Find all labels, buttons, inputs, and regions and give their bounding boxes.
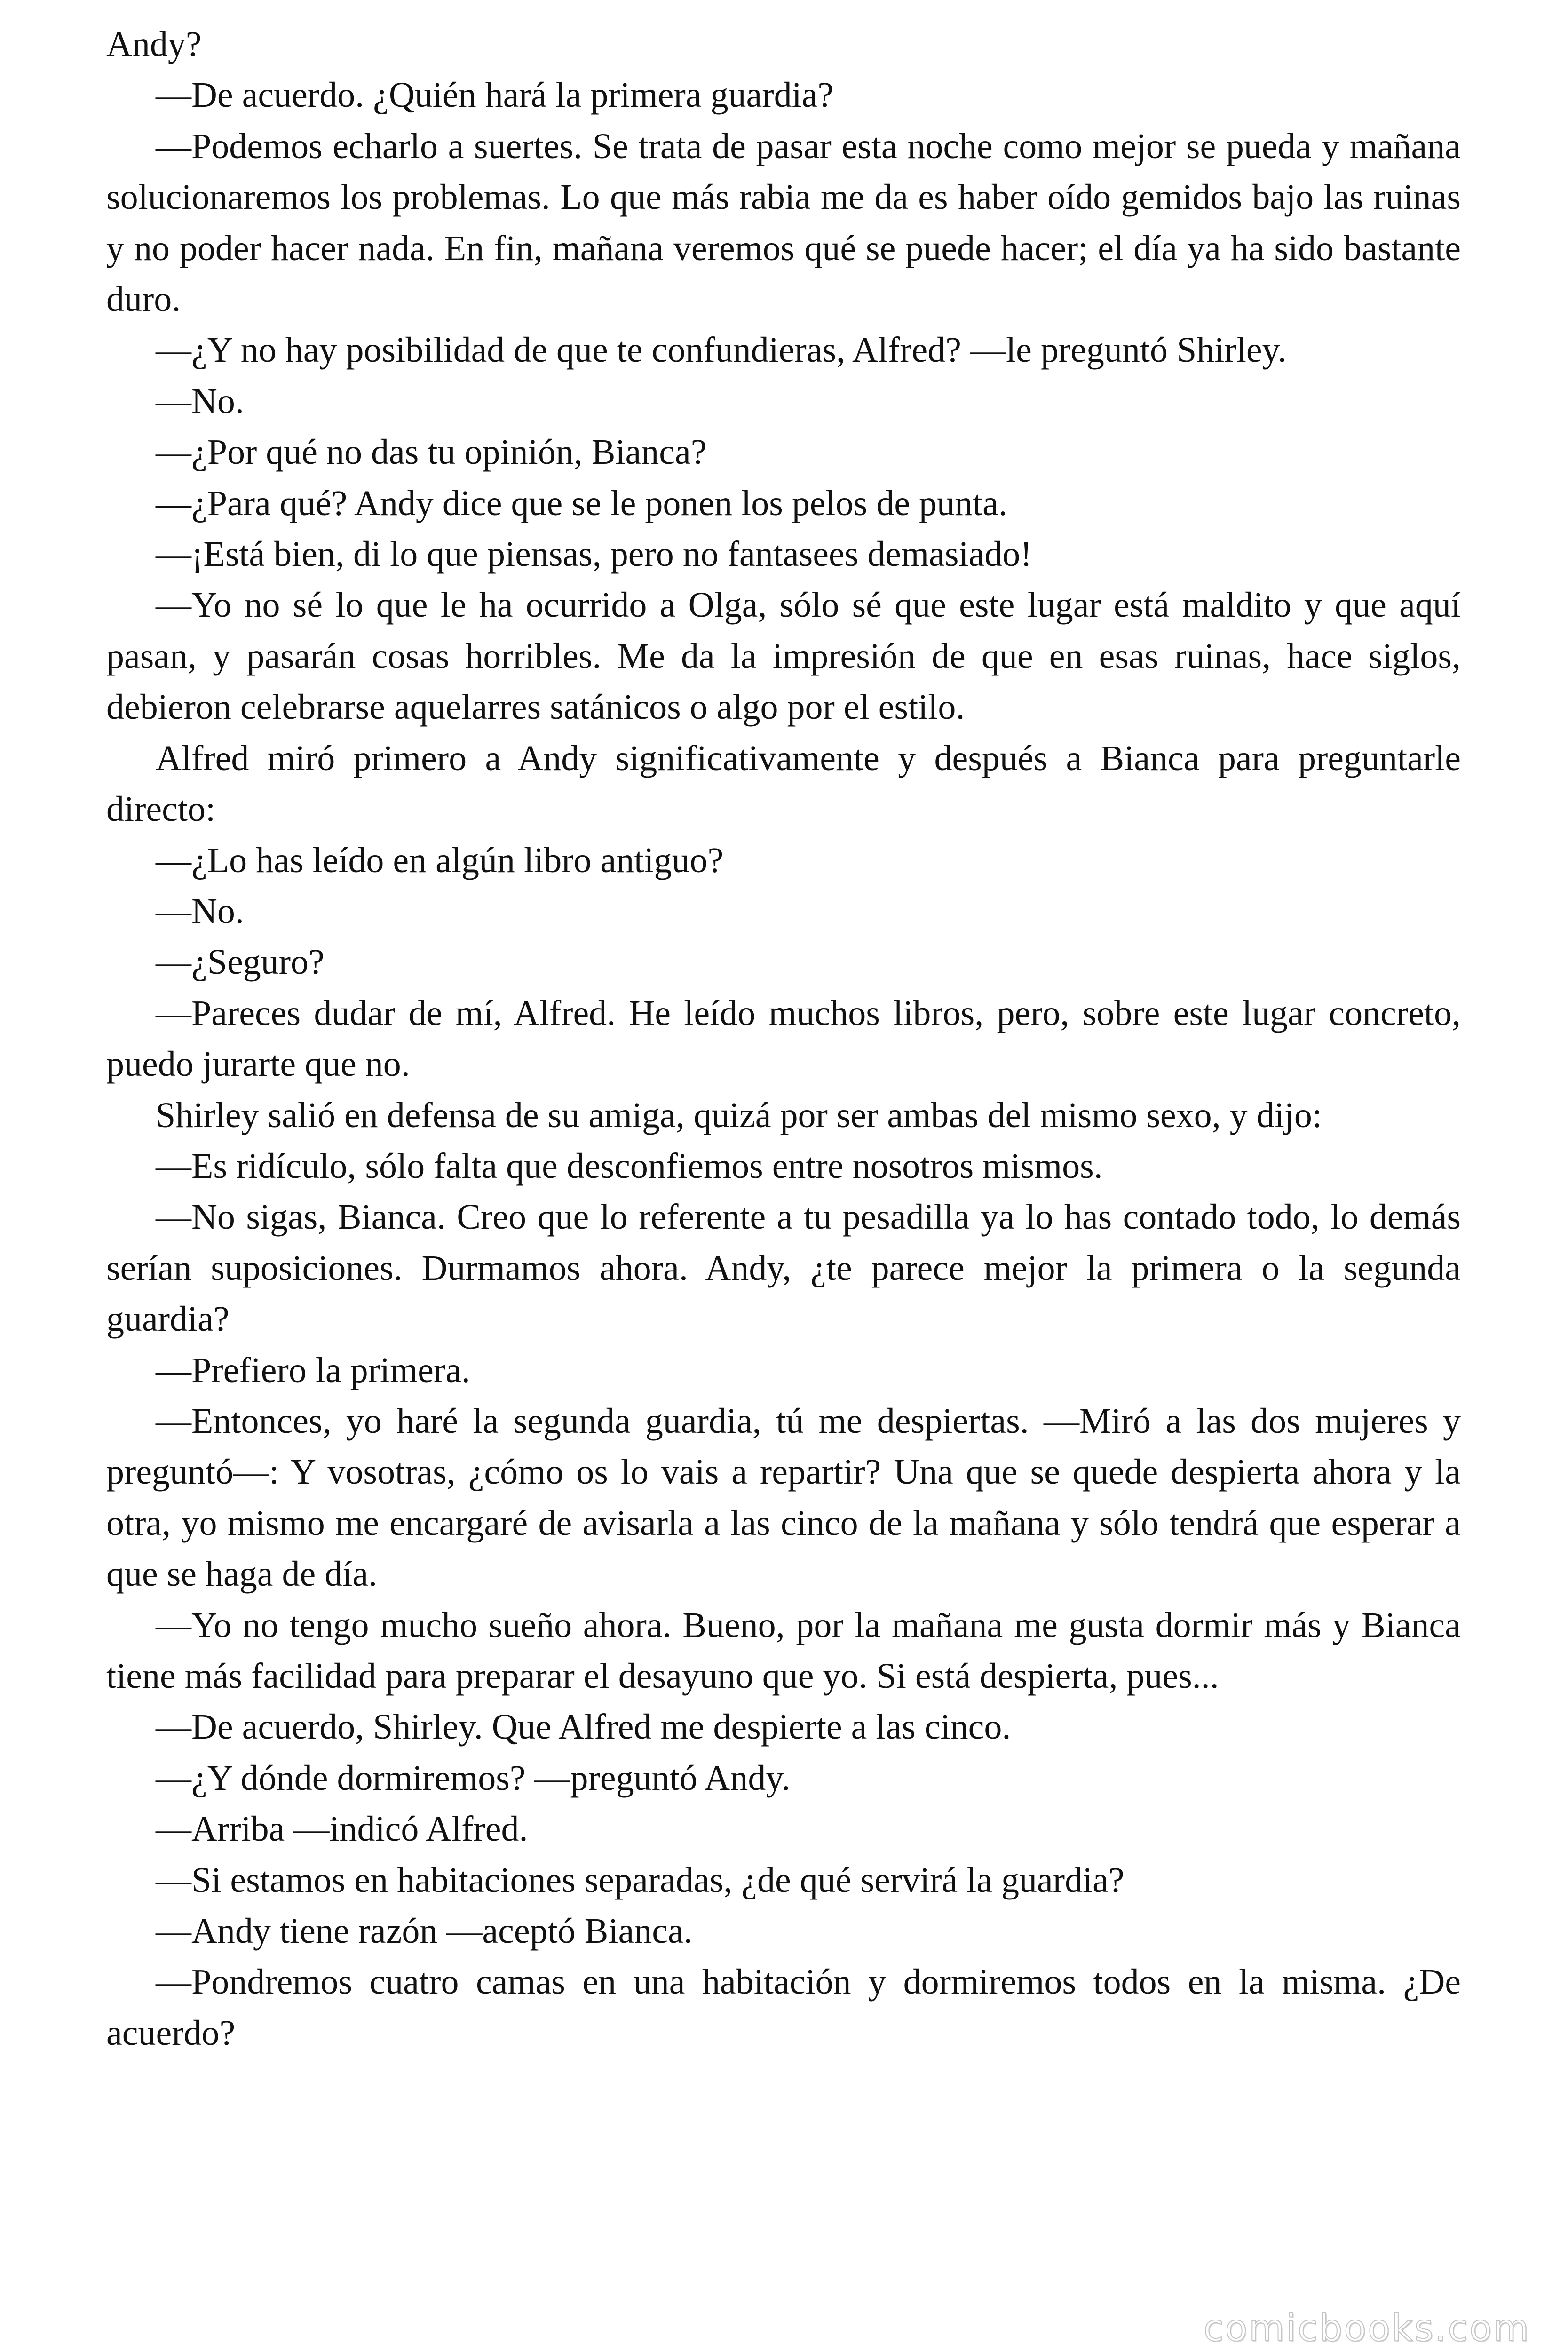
paragraph-24: —Si estamos en habitaciones separadas, ¿de qué servirá la guardia?: [156, 1860, 1125, 1900]
paragraph-21: —De acuerdo, Shirley. Que Alfred me despierte a las cinco.: [156, 1707, 1011, 1747]
paragraph-11: —¿Lo has leído en algún libro antiguo?: [156, 840, 724, 880]
paragraph-23: —Arriba —indicó Alfred.: [156, 1809, 528, 1849]
watermark: comicbooks.com: [1203, 2307, 1530, 2350]
paragraph-2: —De acuerdo. ¿Quién hará la primera guardia?: [156, 75, 834, 115]
page-text: [106, 19, 1461, 2058]
paragraph-26: —Pondremos cuatro camas en una habitación y dormiremos todos en la misma. ¿De acuerdo?: [106, 1962, 1461, 2053]
paragraph-18: —Prefiero la primera.: [156, 1350, 470, 1390]
paragraph-19: —Entonces, yo haré la segunda guardia, tú me despiertas. —Miró a las dos mujeres y preguntó—: Y vosotras, ¿cómo os lo vais a repartir? Una que se quede despierta ahora y la otra, yo mismo me encargaré de avisarla a las cinco de la mañana y sólo tendrá que esperar a que se haga de día.: [106, 1401, 1461, 1594]
paragraph-15: Shirley salió en defensa de su amiga, quizá por ser ambas del mismo sexo, y dijo:: [156, 1095, 1322, 1135]
paragraph-20: —Yo no tengo mucho sueño ahora. Bueno, por la mañana me gusta dormir más y Bianca tiene más facilidad para preparar el desayuno que yo. Si está despierta, pues...: [106, 1605, 1461, 1696]
paragraph-1: Andy?: [106, 24, 202, 64]
paragraph-6: —¿Por qué no das tu opinión, Bianca?: [156, 432, 707, 472]
paragraph-9: —Yo no sé lo que le ha ocurrido a Olga, sólo sé que este lugar está maldito y que aquí pasan, y pasarán cosas horribles. Me da la impresión de que en esas ruinas, hace siglos, debieron celebrarse aquelarres satánicos o algo por el estilo.: [106, 585, 1461, 727]
paragraph-3: —Podemos echarlo a suertes. Se trata de pasar esta noche como mejor se pueda y mañana solucionaremos los problemas. Lo que más rabia me da es haber oído gemidos bajo las ruinas y no poder hacer nada. En fin, mañana veremos qué se puede hacer; el día ya ha sido bastante duro.: [106, 126, 1461, 319]
paragraph-13: —¿Seguro?: [156, 942, 325, 982]
paragraph-7: —¿Para qué? Andy dice que se le ponen los pelos de punta.: [156, 483, 1007, 523]
paragraph-17: —No sigas, Bianca. Creo que lo referente a tu pesadilla ya lo has contado todo, lo demás serían suposiciones. Durmamos ahora. Andy, ¿te parece mejor la primera o la segunda guardia?: [106, 1197, 1461, 1339]
paragraph-25: —Andy tiene razón —aceptó Bianca.: [156, 1911, 693, 1951]
paragraph-4: —¿Y no hay posibilidad de que te confundieras, Alfred? —le preguntó Shirley.: [156, 330, 1287, 370]
paragraph-12: —No.: [156, 891, 244, 931]
paragraph-14: —Pareces dudar de mí, Alfred. He leído muchos libros, pero, sobre este lugar concreto, puedo jurarte que no.: [106, 993, 1461, 1084]
paragraph-8: —¡Está bien, di lo que piensas, pero no fantasees demasiado!: [156, 534, 1032, 574]
paragraph-16: —Es ridículo, sólo falta que desconfiemos entre nosotros mismos.: [156, 1146, 1103, 1186]
paragraph-22: —¿Y dónde dormiremos? —preguntó Andy.: [156, 1758, 791, 1798]
paragraph-10: Alfred miró primero a Andy significativamente y después a Bianca para preguntarle directo:: [106, 738, 1461, 829]
paragraph-5: —No.: [156, 381, 244, 421]
